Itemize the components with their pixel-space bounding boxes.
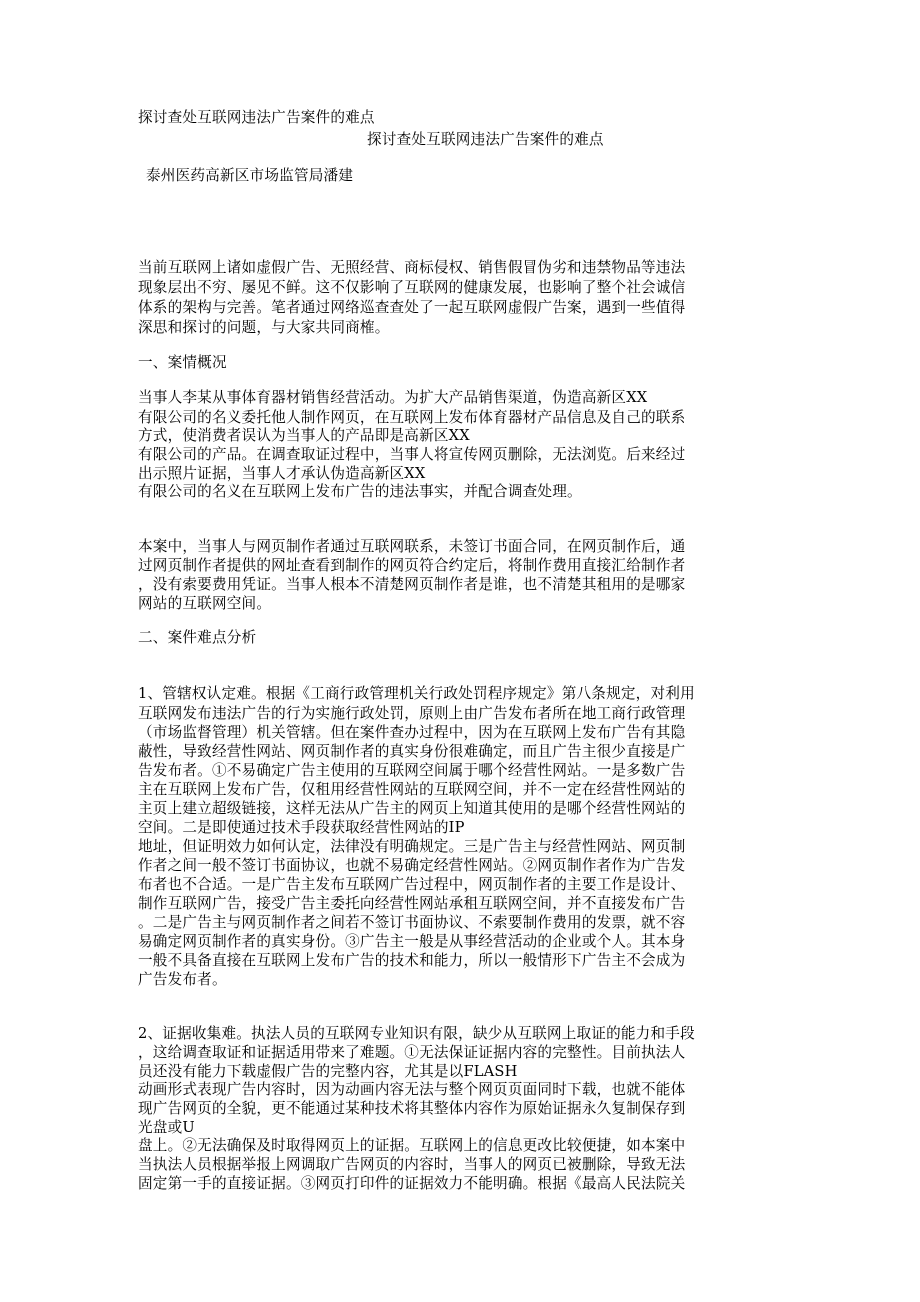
paragraph-line: 有限公司的产品。在调查取证过程中，当事人将宣传网页删除，无法浏览。后来经过 [138,446,686,463]
paragraph-line: 网站的互联网空间。 [138,595,272,612]
paragraph-line: 当前互联网上诸如虚假广告、无照经营、商标侵权、销售假冒伪劣和违禁物品等违法 [138,259,686,276]
paragraph-line: 现广告网页的全貌，更不能通过某种技术将其整体内容作为原始证据永久复制保存到 [138,1100,686,1117]
section-heading: 一、案情概况 [138,354,227,371]
paragraph-line: 盘上。②无法确保及时取得网页上的证据。互联网上的信息更改比较便捷，如本案中 [138,1137,686,1154]
paragraph-line: 光盘或U [138,1119,195,1136]
paragraph-line: 当事人李某从事体育器材销售经营活动。为扩大产品销售渠道，伪造高新区XX [138,389,648,406]
paragraph-line: 制作互联网广告，接受广告主委托向经营性网站承租互联网空间，并不直接发布广告 [138,895,686,912]
paragraph-line: 2、证据收集难。执法人员的互联网专业知识有限，缺少从互联网上取证的能力和手段 [138,1025,695,1042]
paragraph-line: ，这给调查取证和证据适用带来了难题。①无法保证证据内容的完整性。目前执法人 [138,1044,686,1061]
paragraph-line: （市场监督管理）机关管辖。但在案件查办过程中，因为在互联网上发布广告有其隐 [138,724,686,741]
paragraph-line: 空间。二是即使通过技术手段获取经营性网站的IP [138,819,465,836]
paragraph-line: 有限公司的名义在互联网上发布广告的违法事实，并配合调查处理。 [138,483,582,500]
paragraph-line: 互联网发布违法广告的行为实施行政处罚，原则上由广告发布者所在地工商行政管理 [138,705,686,722]
paragraph-line: 有限公司的名义委托他人制作网页，在互联网上发布体育器材产品信息及自己的联系 [138,409,686,426]
paragraph-line: 固定第一手的直接证据。③网页打印件的证据效力不能明确。根据《最高人民法院关 [138,1175,686,1192]
paragraph-line: 主在互联网上发布广告，仅租用经营性网站的互联网空间，并不一定在经营性网站的 [138,781,686,798]
paragraph-line: 一般不具备直接在互联网上发布广告的技术和能力，所以一般情形下广告主不会成为 [138,952,686,969]
paragraph-line: 当执法人员根据举报上网调取广告网页的内容时，当事人的网页已被删除，导致无法 [138,1156,686,1173]
paragraph-line: 动画形式表现广告内容时，因为动画内容无法与整个网页页面同时下载，也就不能体 [138,1081,686,1098]
paragraph-line: 员还没有能力下载虚假广告的完整内容，尤其是以FLASH [138,1063,518,1080]
paragraph-line: 深思和探讨的问题，与大家共同商榷。 [138,319,390,336]
document-title: 探讨查处互联网违法广告案件的难点 [367,131,604,148]
paragraph-line: 广告发布者。 [138,971,227,988]
document-title-small: 探讨查处互联网违法广告案件的难点 [138,109,375,126]
paragraph-line: 主页上建立超级链接，这样无法从广告主的网页上知道其使用的是哪个经营性网站的 [138,800,686,817]
paragraph-line: 作者之间一般不签订书面协议，也就不易确定经营性网站。②网页制作者作为广告发 [138,857,686,874]
paragraph-line: 蔽性，导致经营性网站、网页制作者的真实身份很难确定，而且广告主很少直接是广 [138,743,686,760]
paragraph-line: 地址，但证明效力如何认定，法律没有明确规定。三是广告主与经营性网站、网页制 [138,838,686,855]
paragraph-line: 1、管辖权认定难。根据《工商行政管理机关行政处罚程序规定》第八条规定，对利用 [138,685,695,702]
paragraph-line: 体系的架构与完善。笔者通过网络巡查查处了一起互联网虚假广告案，遇到一些值得 [138,299,686,316]
paragraph-line: 。二是广告主与网页制作者之间若不签订书面协议、不索要制作费用的发票，就不容 [138,914,686,931]
paragraph-line: 告发布者。①不易确定广告主使用的互联网空间属于哪个经营性网站。一是多数广告 [138,762,686,779]
paragraph-line: 出示照片证据，当事人才承认伪造高新区XX [138,465,426,482]
paragraph-line: 过网页制作者提供的网址查看到制作的网页符合约定后，将制作费用直接汇给制作者 [138,557,686,574]
paragraph-line: 方式，使消费者误认为当事人的产品即是高新区XX [138,427,470,444]
section-heading: 二、案件难点分析 [138,629,257,646]
paragraph-line: 布者也不合适。一是广告主发布互联网广告过程中，网页制作者的主要工作是设计、 [138,876,686,893]
paragraph-line: 本案中，当事人与网页制作者通过互联网联系，未签订书面合同，在网页制作后，通 [138,538,686,555]
document-author: 泰州医药高新区市场监管局潘建 [146,167,354,184]
paragraph-line: 易确定网页制作者的真实身份。③广告主一般是从事经营活动的企业或个人。其本身 [138,933,686,950]
paragraph-line: 现象层出不穷、屡见不鲜。这不仅影响了互联网的健康发展，也影响了整个社会诚信 [138,279,686,296]
paragraph-line: ，没有索要费用凭证。当事人根本不清楚网页制作者是谁，也不清楚其租用的是哪家 [138,576,686,593]
